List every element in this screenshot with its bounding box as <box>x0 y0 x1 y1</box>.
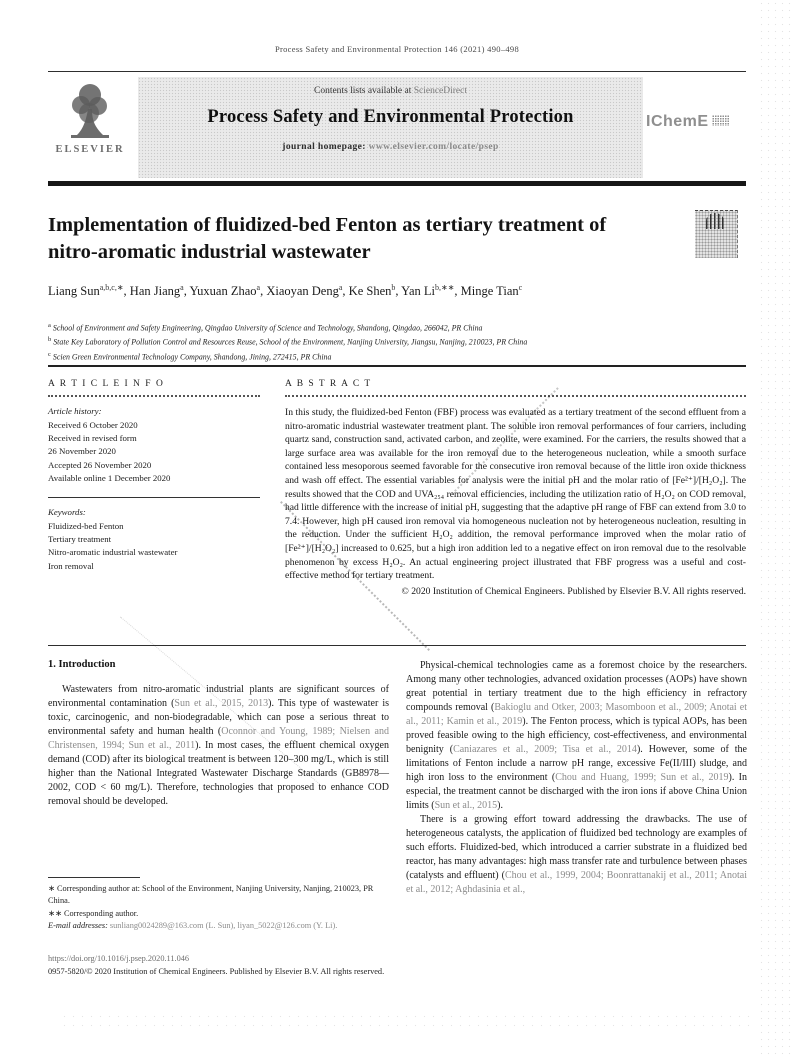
elsevier-logo[interactable] <box>48 77 132 178</box>
homepage-link[interactable]: www.elsevier.com/locate/psep <box>368 142 499 152</box>
journal-homepage-line <box>138 142 643 152</box>
body-left-column <box>48 659 389 809</box>
corresponding-author-note-2: ∗∗ Corresponding author. <box>48 908 139 918</box>
banner-top-rule <box>48 71 746 72</box>
elsevier-logo-text: ELSEVIER <box>55 144 125 155</box>
email-label: E-mail addresses: <box>48 921 110 931</box>
abstract-text: In this study, the fluidized-bed Fenton (FBF) process was evaluated as a tertiary treatment of the second effluent from a nitro-aromatic industrial wastewater treatment plant. The soluble iron removal performances of four carriers, including quartz sand, construction sand, activated carbon, and zeolite, were examined. For the carriers, the results showed that a large surface area was available for the iron removal due to the heterogeneous nucleation, while a smooth surface contained less mesoporous seemed favorable for the consecutive iron removal because of the little iron oxide thickness and wash off effect. The essential variables for analysis were the initial pH and the molar ratio of [Fe²⁺]/[H₂O₂]. The results showed that the COD and UVA₂₅₄ removal efficiencies, including the utilization ratio of H₂O₂ on COD removal, had little difference with the increase of initial pH, suggesting that the adaptive pH range of FBF can extend from 3.0 to 7.4. However, high pH caused iron removal via homogeneous nucleation not by heterogeneous nucleation, resulting in the reduction. Under the sufficient H₂O₂ addition, the removal performance improved when the molar ratio of [Fe²⁺]/[H₂O₂] increased to 0.625, but a high iron addition led to a negative effect on iron removal due to the resolvable phenomenon by excess H₂O₂. An actual engineering project illustrated that FBF progress was a useful and cost-effective method for tertiary treatment. <box>285 407 746 582</box>
keyword: Nitro-aromatic industrial wastewater <box>48 547 178 558</box>
keyword: Iron removal <box>48 560 94 571</box>
history-line: Received 6 October 2020 <box>48 420 138 430</box>
article-info-heading: A R T I C L E I N F O <box>48 379 165 389</box>
article-history-label: Article history: <box>48 406 102 416</box>
intro-paragraph-2: Physical-chemical technologies came as a foremost choice by the researchers. Among many other technologies, advanced oxidation processes (AOPs) have shown great potential in tertiary treatment due to the high efficiency in refractory compounds removal (Bakioglu and Otker, 2003; Masomboon et al., 2009; Anotai et al., 2011; Kamin et al., 2019). The Fenton process, which is typical AOPs, has been proved feasible owing to the high efficiency, cost-effectiveness, and environmental benignity (Caniazares et al., 2009; Tisa et al., 2014). However, some of the limitations of Fenton include a narrow pH range, excessive Fe(II/III) sludge, and high iron loss to the environment (Chou and Huang, 1999; Sun et al., 2019). In especial, the treatment cannot be discharged with the iron ions if above China Union limits (Sun et al., 2015). <box>406 660 748 811</box>
running-head: Process Safety and Environmental Protection 146 (2021) 490–498 <box>274 44 520 54</box>
contents-prefix: Contents lists available at <box>313 86 414 96</box>
elsevier-tree-icon <box>48 79 132 143</box>
author: Yan $Li^{b,∗∗}$, <box>401 283 461 299</box>
icheme-logo-text: IChemE <box>646 113 709 130</box>
info-section-bottom-rule <box>48 645 746 646</box>
heading-rule <box>285 395 746 397</box>
abstract-heading: A B S T R A C T <box>285 379 372 389</box>
author: Ke Shen$^b$, <box>348 283 402 299</box>
history-line: Received in revised form <box>48 433 137 444</box>
journal-title: Process Safety and Environmental Protection <box>207 107 574 127</box>
keywords-label: Keywords: <box>48 506 86 517</box>
heading-rule <box>48 395 260 397</box>
intro-paragraph-1: Wastewaters from nitro-aromatic industrial plants are significant sources of environmental contamination (Sun et al., 2015, 2013). This type of wastewater is toxic, carcinogenic, and non-biodegradable, which can pose a serious threat to environmental safety and human health (Oconnor and Young, 1989; Nielsen and Christensen, 1994; Sun et al., 2011). In most cases, the effluent chemical oxygen demand (COD) after its biological treatment is between 120–300 mg/L, which is still higher than the National Integrated Wastewater Discharge Standards (GB8978—2002, COD < 60 mg/L). Therefore, technologies that proposed to enhance COD removal should be developed. <box>48 684 390 807</box>
keyword: Tertiary treatment <box>48 534 112 545</box>
email-links[interactable]: sunliang0024289@163.com (L. Sun), liyan_5022@126.com (Y. Li). <box>109 921 338 931</box>
keywords-divider-rule <box>48 497 260 498</box>
crossmark-icon <box>706 213 724 229</box>
contents-line <box>138 77 643 96</box>
history-line: Accepted 26 November 2020 <box>48 459 152 470</box>
affiliation-list <box>48 321 746 364</box>
author: Han Jiang$^a$, <box>129 283 190 299</box>
author-list <box>48 282 633 302</box>
section-heading-introduction: 1. Introduction <box>48 659 116 670</box>
keyword: Fluidized-bed Fenton <box>48 520 124 531</box>
author: Yuxuan Zhao$^a$, <box>189 283 267 299</box>
issn-copyright-line: 0957-5820/© 2020 Institution of Chemical Engineers. Published by Elsevier B.V. All rights reserved. <box>48 966 385 976</box>
email-addresses-note <box>48 920 389 932</box>
corresponding-author-note-1: ∗ Corresponding author at: School of the Environment, Nanjing University, Nanjing, 210023, PR China. <box>48 884 374 906</box>
article-title: Implementation of fluidized-bed Fenton as tertiary treatment of nitro-aromatic industrial wastewater <box>48 214 607 264</box>
banner-center-box <box>138 77 643 178</box>
info-section-top-rule <box>48 365 746 367</box>
affiliation: $^c$ Scien Green Environmental Technology Company, Shandong, Jining, 272415, PR China <box>48 350 332 362</box>
history-line: 26 November 2020 <box>48 446 116 457</box>
icheme-logo <box>646 113 744 131</box>
journal-banner <box>48 77 746 178</box>
history-line: Available online 1 December 2020 <box>48 472 171 483</box>
article-info-column <box>48 379 260 573</box>
abstract-copyright: © 2020 Institution of Chemical Engineers. Published by Elsevier B.V. All rights reserved. <box>401 585 746 597</box>
scan-artifact-right-edge <box>758 0 794 1058</box>
sciencedirect-link[interactable]: ScienceDirect <box>413 86 467 96</box>
author: Xiaoyan Deng$^a$, <box>266 283 349 299</box>
intro-paragraph-3: There is a growing effort toward addressing the drawbacks. The use of heterogeneous catalysts, the application of fluidized bed technology are examples of such efforts. Fluidized-bed, which introduced a carrier substrate in a fluidized bed reactor, has many advantages: high mass transfer rate and turbulence between phases (catalysts and effluent) (Chou et al., 1999, 2004; Boonrattanakij et al., 2011; Anotai et al., 2012; Aghdasinia et al., <box>406 814 747 895</box>
footnotes <box>48 877 389 933</box>
banner-bottom-bar <box>48 181 746 186</box>
affiliation: $^b$ State Key Laboratory of Pollution Control and Resources Reuse, School of the Environment, Nanjing University, Jiangsu, Nanjing, 210023, PR China <box>48 336 528 347</box>
body-right-column <box>406 659 747 897</box>
homepage-label: journal homepage: <box>282 142 369 152</box>
page-footer <box>48 953 746 979</box>
footnote-rule <box>48 877 140 878</box>
scan-artifact-bottom-edge <box>60 1012 754 1030</box>
author: Minge Tian$^c$ <box>460 283 523 299</box>
check-for-updates-badge[interactable] <box>695 210 738 258</box>
abstract-column <box>285 379 746 597</box>
doi-link[interactable]: https://doi.org/10.1016/j.psep.2020.11.046 <box>48 954 190 963</box>
affiliation: $^a$ School of Environment and Safety Engineering, Qingdao University of Science and Technology, Shandong, Qingdao, 266042, PR China <box>48 322 483 333</box>
author: Liang Sun$^{a,b,c,∗}$, <box>48 283 130 299</box>
icheme-logo-icon <box>712 115 729 126</box>
